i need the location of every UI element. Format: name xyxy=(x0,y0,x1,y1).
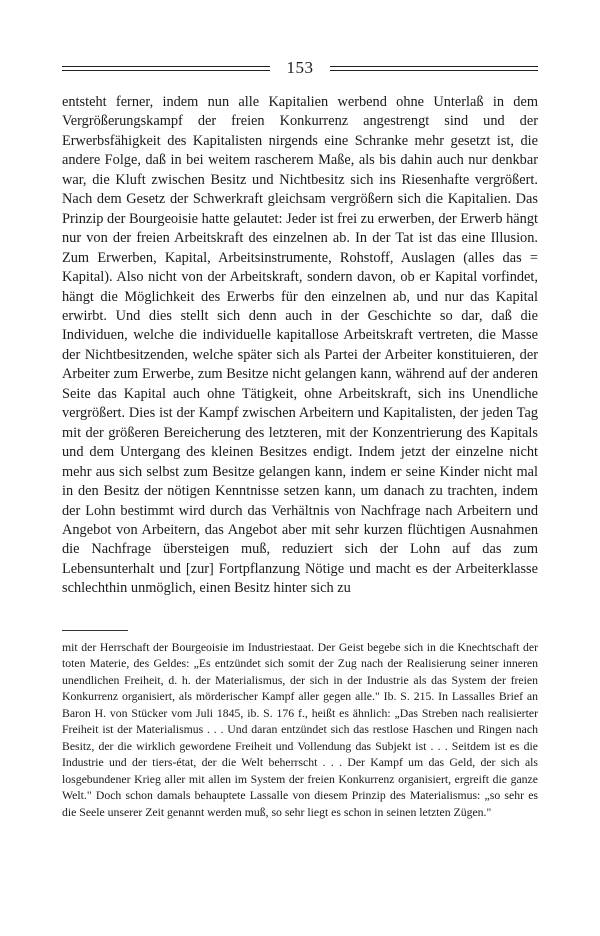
body-paragraph: entsteht ferner, indem nun alle Kapitalien werbend ohne Unterlaß in dem Vergrößerungskampf der freien Konkurrenz angestrengt sind und der Erwerbsfähigkeit des Kapitalisten nirgends eine Schranke mehr gesetzt ist, die andere Folge, daß in bei weitem rascherem Maße, als bis dahin auch nur denkbar war, die Kluft zwischen Besitz und Nichtbesitz sich ins Riesenhafte vergrößert. Nach dem Gesetz der Schwerkraft gleichsam vergrößern sich die Kapitalien. Das Prinzip der Bourgeoisie hatte gelautet: Jeder ist frei zu erwerben, der Erwerb hängt nur von der freien Arbeitskraft des einzelnen ab. In der Tat ist das eine Illusion. Zum Erwerben, Kapital, Arbeitsinstrumente, Rohstoff, Auslagen (alles das = Kapital). Also nicht von der Arbeitskraft, sondern davon, ob er Kapital vorfindet, hängt die Möglichkeit des Erwerbs für den einzelnen ab, und nur das Kapital erwirbt. Und dies stellt sich denn auch in der Geschichte so dar, daß die Individuen, welche die individuelle kapitallose Arbeitskraft vertreten, die Masse der Nichtbesitzenden, welche später sich als Partei der Arbeiter konstituieren, der Arbeiter zum Erwerbe, zum Besitze nicht gelangen kann, während auf der anderen Seite das Kapital auch ohne Tätigkeit, ohne Arbeitskraft, sich ins Unendliche vergrößert. Dies ist der Kampf zwischen Arbeitern und Kapitalisten, der jeden Tag mit der größeren Bereicherung des letzteren, mit der Konzentrierung des Kapitals und dem Untergang des kleinen Besitzes endigt. Indem jetzt der einzelne nicht mehr aus sich selbst zum Besitze gelangen kann, indem er seine Kinder nicht mal in den Besitz der nötigen Kenntnisse setzen kann, um danach zu trachten, indem der Lohn bestimmt wird durch das Verhältnis von Nachfrage nach Arbeitern und Angebot von Arbeitern, das Angebot aber mit sehr kurzen flüchtigen Ausnahmen die Nachfrage übersteigen muß, reduziert sich der Lohn auf das zum Lebensunterhalt und [zur] Fortpflanzung Nötige und macht es der Arbeiterklasse schlechthin unmöglich, einen Besitz hinter sich zu xyxy=(62,94,538,597)
page-number: 153 xyxy=(286,58,314,77)
footnote-text: mit der Herrschaft der Bourgeoisie im Industriestaat. Der Geist begebe sich in die Knechtschaft der toten Materie, des Geldes: „Es entzündet sich somit der Zug nach der Realisierung seiner inneren unendlichen Freiheit, d. h. der Materialismus, der sich in der Industrie als das System der freien Konkurrenz organisiert, als mörderischer Kampf aller gegen alle." Ib. S. 215. In Lassalles Brief an Baron H. von Stücker vom Juli 1845, ib. S. 176 f., heißt es ähnlich: „Das Streben nach realisierter Freiheit ist der Materialismus . . . Und daran entzündet sich das restlose Haschen und Ringen nach Besitz, der die wirklich gewordene Freiheit und Vollendung das Subjekt ist . . . Seitdem ist es die Industrie und der tiers-état, der die Welt beherrscht . . . Der Kampf um das Geld, der sich als losgebundener Krieg aller mit allen im System der freien Konkurrenz organisiert, ergreift die ganze Welt." Doch schon damals behauptete Lassalle von diesem Prinzip des Materialismus: „so sehr es die Seele unserer Zeit genannt werden muß, so sehr liegt es schon in seinen letzten Zügen." xyxy=(62,641,538,819)
footnote-separator xyxy=(62,630,128,631)
header-rule-right xyxy=(330,66,538,72)
page-header xyxy=(62,60,538,80)
footnote xyxy=(62,640,538,821)
body-text xyxy=(62,93,538,599)
